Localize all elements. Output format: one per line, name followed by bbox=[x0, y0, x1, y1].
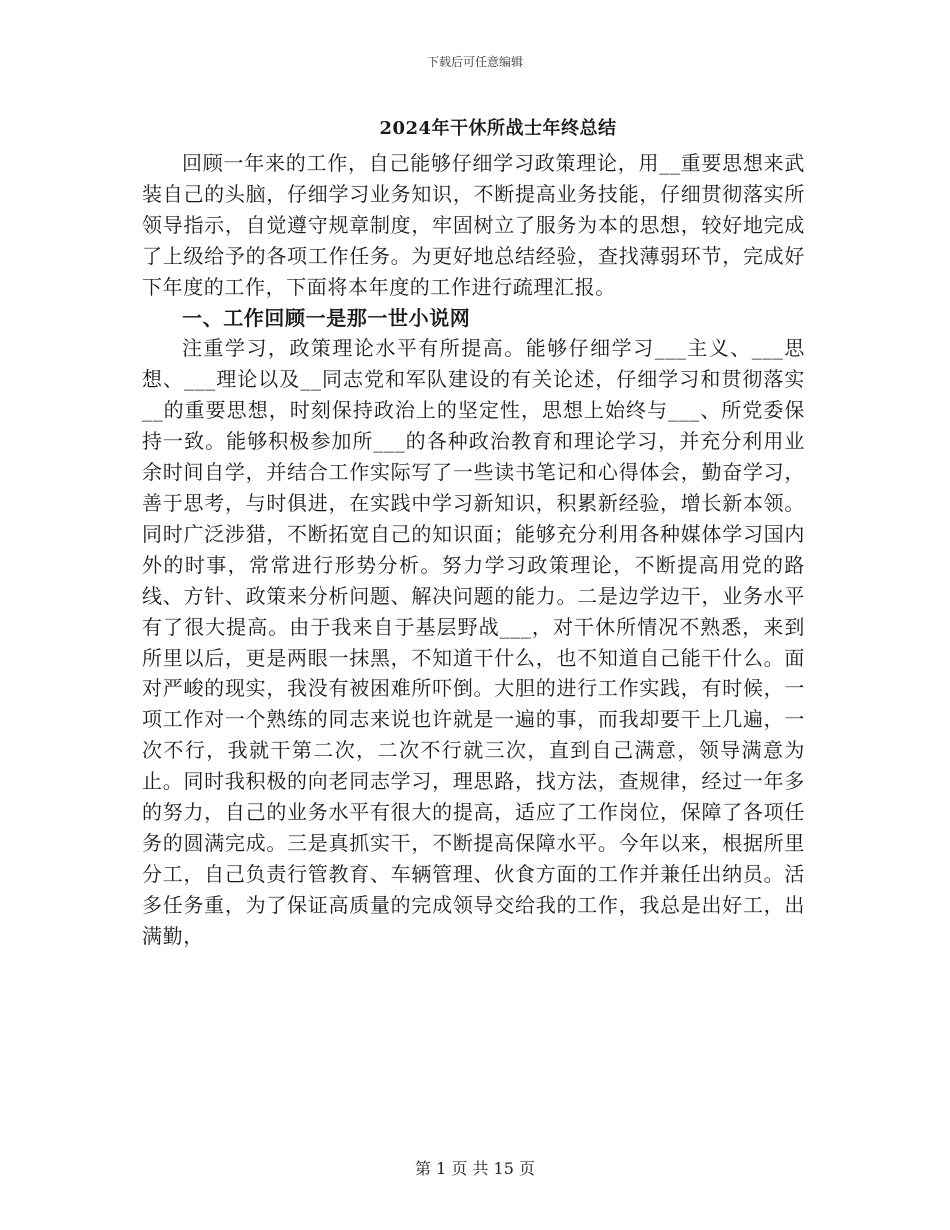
body-paragraph: 注重学习，政策理论水平有所提高。能够仔细学习___主义、___思想、___理论以及__同志党和军队建设的有关论述，仔细学习和贯彻落实__的重要思想，时刻保持政治上的坚定性，思想上始终与___、所党委保持一致。能够积极参加所___的各种政治教育和理论学习，并充分利用业余时间自学，并结合工作实际写了一些读书笔记和心得体会，勤奋学习，善于思考，与时俱进，在实践中学习新知识，积累新经验，增长新本领。同时广泛涉猎，不断拓宽自己的知识面；能够充分利用各种媒体学习国内外的时事，常常进行形势分析。努力学习政策理论，不断提高用党的路线、方针、政策来分析问题、解决问题的能力。二是边学边干，业务水平有了很大提高。由于我来自于基层野战___，对干休所情况不熟悉，来到所里以后，更是两眼一抹黑，不知道干什么，也不知道自己能干什么。面对严峻的现实，我没有被困难所吓倒。大胆的进行工作实践，有时候，一项工作对一个熟练的同志来说也许就是一遍的事，而我却要干上几遍，一次不行，我就干第二次，二次不行就三次，直到自己满意，领导满意为止。同时我积极的向老同志学习，理思路，找方法，查规律，经过一年多的努力，自己的业务水平有很大的提高，适应了工作岗位，保障了各项任务的圆满完成。三是真抓实干，不断提高保障水平。今年以来，根据所里分工，自己负责行管教育、车辆管理、伙食方面的工作并兼任出纳员。活多任务重，为了保证高质量的完成领导交给我的工作，我总是出好工，出满勤， bbox=[142, 336, 805, 948]
section-heading: 一、工作回顾一是那一世小说网 bbox=[182, 305, 471, 330]
page-header-note: 下载后可任意编辑 bbox=[426, 55, 523, 69]
document-title: 2024年干休所战士年终总结 bbox=[379, 118, 617, 139]
intro-paragraph: 回顾一年来的工作，自己能够仔细学习政策理论，用__重要思想来武装自己的头脑，仔细学习业务知识，不断提高业务技能，仔细贯彻落实所领导指示，自觉遵守规章制度，牢固树立了服务为本的思想，较好地完成了上级给予的各项工作任务。为更好地总结经验，查找薄弱环节，完成好下年度的工作，下面将本年度的工作进行疏理汇报。 bbox=[142, 151, 805, 299]
document-body bbox=[142, 148, 805, 952]
page-footer: 第 1 页 共 15 页 bbox=[415, 1159, 535, 1178]
